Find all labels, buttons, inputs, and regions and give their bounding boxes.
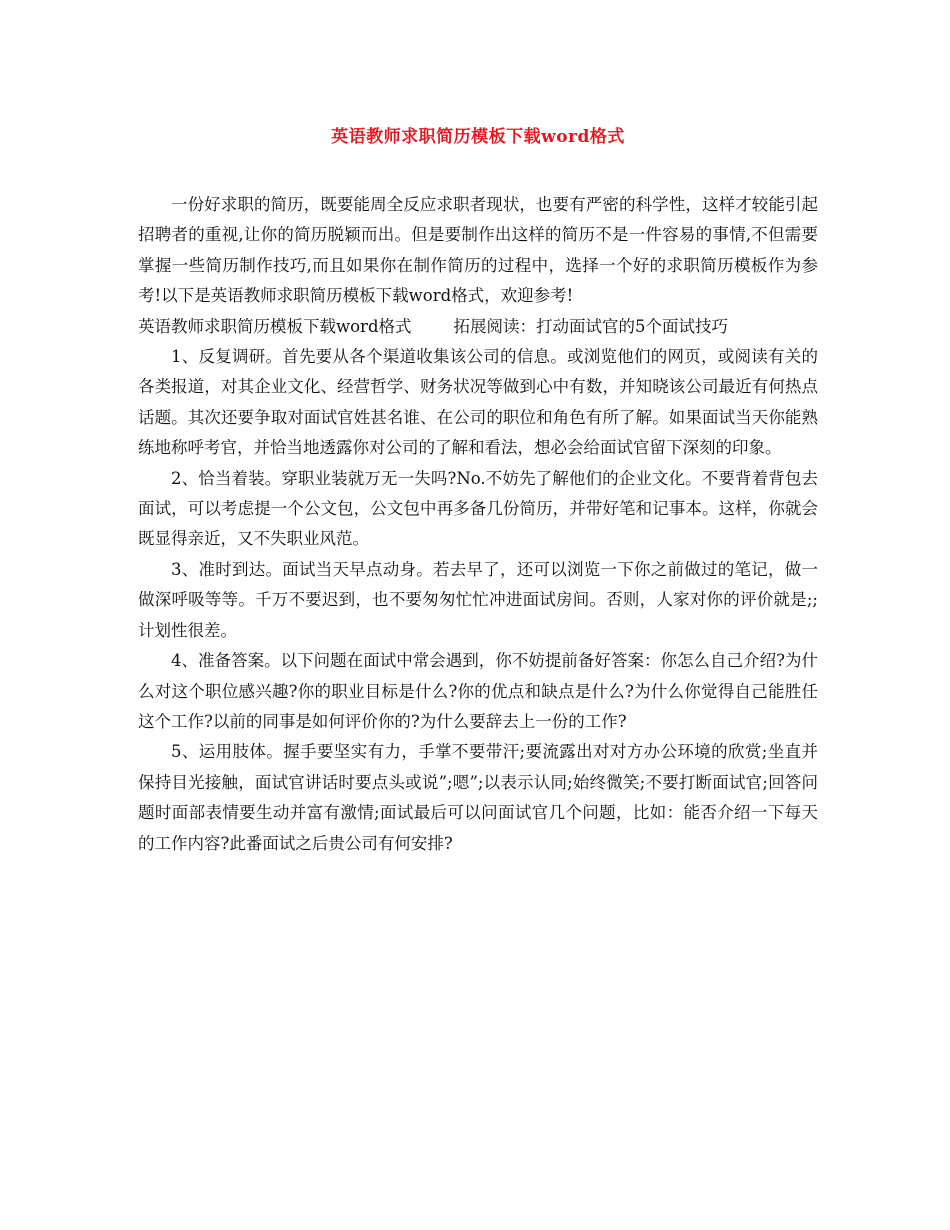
heading-line-right: 拓展阅读：打动面试官的5个面试技巧 [453, 316, 729, 336]
intro-paragraph: 一份好求职的简历，既要能周全反应求职者现状，也要有严密的科学性，这样才较能引起招聘者的重视,让你的简历脱颖而出。但是要制作出这样的简历不是一件容易的事情,不但需要掌握一些简历制作技巧,而且如果你在制作简历的过程中，选择一个好的求职简历模板作为参考!以下是英语教师求职简历模板下载word格式，欢迎参考! [138, 195, 818, 306]
tip-paragraph-5: 5、运用肢体。握手要坚实有力，手掌不要带汗;要流露出对对方办公环境的欣赏;坐直并保持目光接触，面试官讲话时要点头或说”;嗯”;以表示认同;始终微笑;不要打断面试官;回答问题时面部表情要生动并富有激情;面试最后可以问面试官几个问题，比如：能否介绍一下每天的工作内容?此番面试之后贵公司有何安排? [138, 742, 818, 853]
document-title: 英语教师求职简历模板下载word格式 [331, 127, 625, 147]
heading-line [138, 312, 818, 342]
tip-paragraph-2: 2、恰当着装。穿职业装就万无一失吗?No.不妨先了解他们的企业文化。不要背着背包去面试，可以考虑提一个公文包，公文包中再多备几份简历，并带好笔和记事本。这样，你就会既显得亲近，又不失职业风范。 [138, 468, 818, 549]
tip-paragraph-1: 1、反复调研。首先要从各个渠道收集该公司的信息。或浏览他们的网页，或阅读有关的各类报道，对其企业文化、经营哲学、财务状况等做到心中有数，并知晓该公司最近有何热点话题。其次还要争取对面试官姓甚名谁、在公司的职位和角色有所了解。如果面试当天你能熟练地称呼考官，并恰当地透露你对公司的了解和看法，想必会给面试官留下深刻的印象。 [138, 347, 818, 458]
heading-line-left: 英语教师求职简历模板下载word格式 [138, 316, 412, 336]
tip-paragraph-4: 4、准备答案。以下问题在面试中常会遇到，你不妨提前备好答案：你怎么自己介绍?为什么对这个职位感兴趣?你的职业目标是什么?你的优点和缺点是什么?为什么你觉得自己能胜任这个工作?以前的同事是如何评价你的?为什么要辞去上一份的工作? [138, 651, 818, 731]
document-body [138, 190, 818, 859]
tip-paragraph-3: 3、准时到达。面试当天早点动身。若去早了，还可以浏览一下你之前做过的笔记，做一做深呼吸等等。千万不要迟到，也不要匆匆忙忙冲进面试房间。否则，人家对你的评价就是;;计划性很差。 [138, 559, 818, 640]
